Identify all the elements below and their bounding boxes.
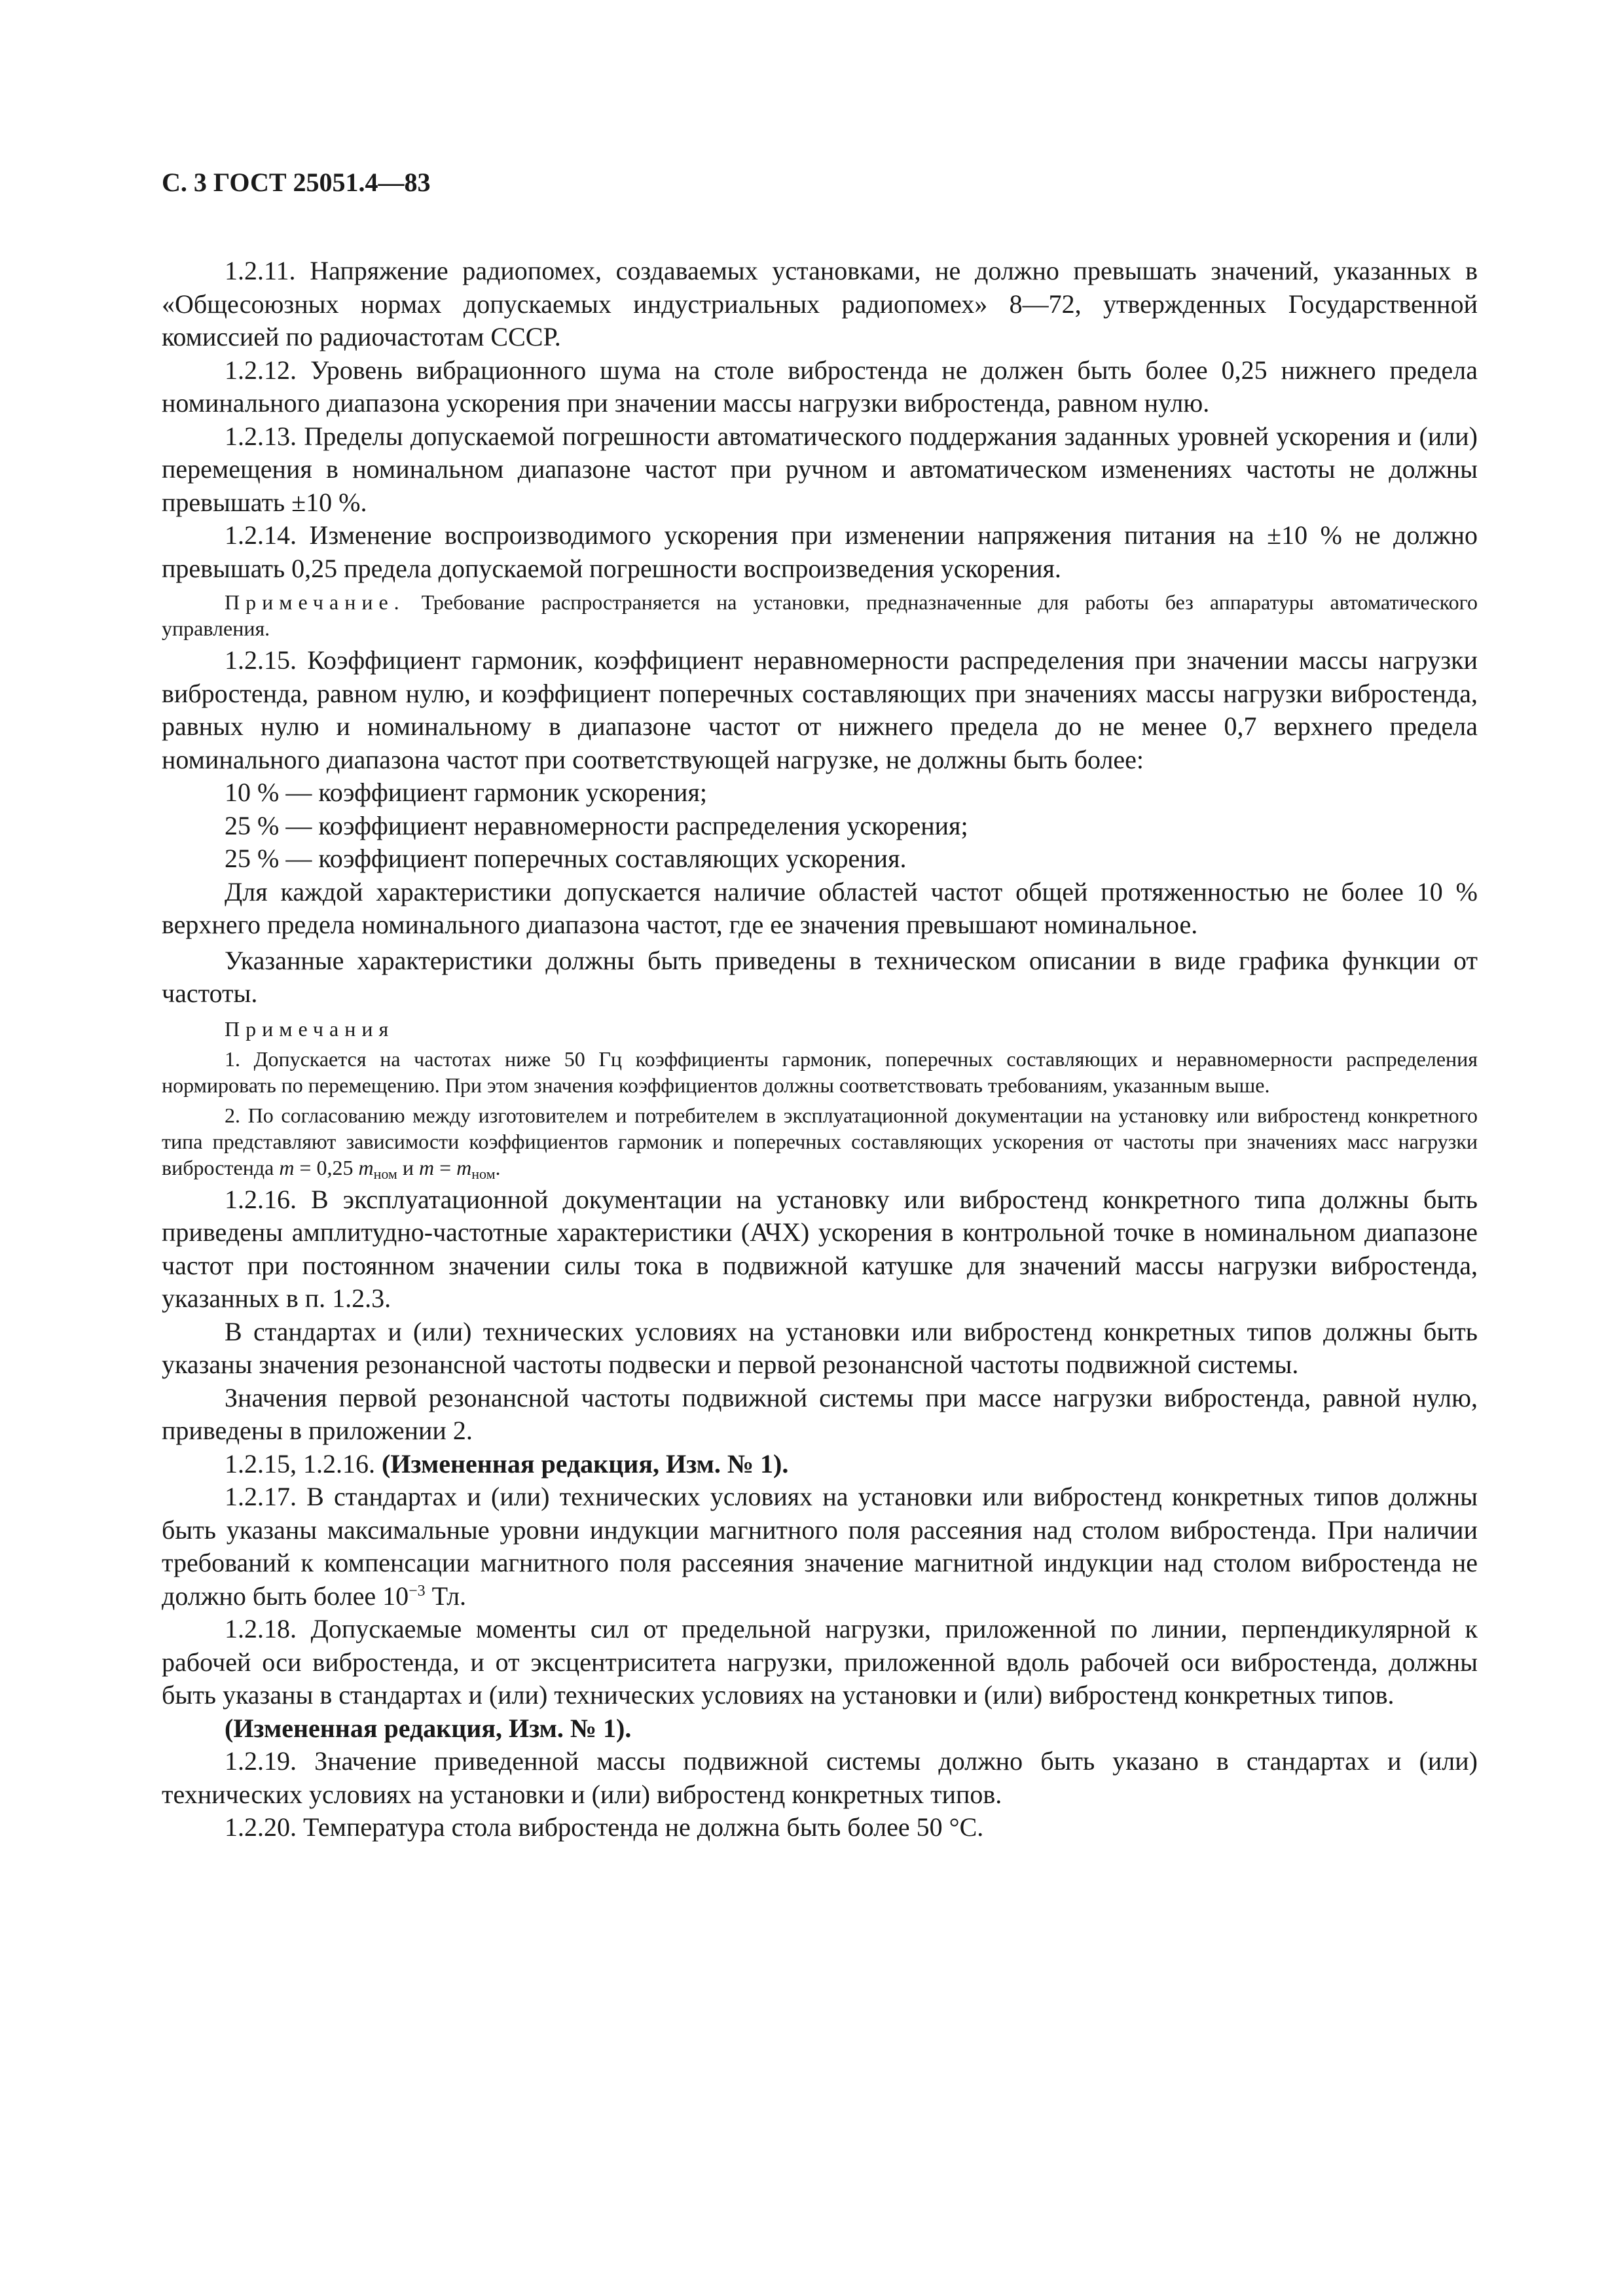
note-1-label: Примечание. <box>225 590 405 614</box>
paragraph-first-resonance: Значения первой резонансной частоты подвижной системы при массе нагрузки вибростенда, равной нулю, приведены в приложении 2. <box>162 1382 1478 1445</box>
document-page <box>162 167 1478 1844</box>
note-3-end: . <box>495 1155 501 1179</box>
list-item-harmonics: 10 % — коэффициент гармоник ускорения; <box>225 778 707 807</box>
paragraph-resonance: В стандартах и (или) технических условиях на установки или вибростенд конкретных типов должны быть указаны значения резонансной частоты подвески и первой резонансной частоты подвижной системы. <box>162 1316 1478 1379</box>
clause-1-2-18: 1.2.18. Допускаемые моменты сил от предельной нагрузки, приложенной по линии, перпендикулярной к рабочей оси вибростенда, и от эксцентриситета нагрузки, приложенной вдоль рабочей оси вибростенда, должны быть указаны в стандартах и (или) технических условиях на установки и (или) вибростенд конкретных типов. <box>162 1614 1478 1710</box>
notes-title <box>162 1016 1478 1042</box>
clause-1-2-17-text: 1.2.17. В стандартах и (или) технических условиях на установки или вибростенд конкретных типов должны быть указаны максимальные уровни индукции магнитного поля рассеяния над столом вибростенда. При наличии требований к компенсации магнитного поля рассеяния значение магнитной индукции над столом вибростенда не должно быть более 10 <box>162 1482 1478 1611</box>
clause-1-2-14: 1.2.14. Изменение воспроизводимого ускорения при изменении напряжения питания на ±10 % не должно превышать 0,25 предела допускаемой погрешности воспроизведения ускорения. <box>162 520 1478 583</box>
amendment-refs: 1.2.15, 1.2.16. <box>225 1448 382 1479</box>
page-header: С. 3 ГОСТ 25051.4—83 <box>162 168 431 197</box>
exponent: −3 <box>409 1582 426 1600</box>
note-3-eq1: = 0,25 <box>294 1155 359 1179</box>
clause-1-2-15: 1.2.15. Коэффициент гармоник, коэффициент неравномерности распределения при значении массы нагрузки вибростенда, равном нулю, и коэффициент поперечных составляющих при значениях массы нагрузки вибростенда, равных нулю и номинальному в диапазоне частот от нижнего предела до не менее 0,7 верхнего предела номинального диапазона частот при соответствующей нагрузке, не должны быть более: <box>162 645 1478 774</box>
note-3-sub2: ном <box>471 1165 496 1182</box>
note-1-text: Требование распространяется на установки, предназначенные для работы без аппаратуры автоматического управления. <box>162 590 1478 640</box>
clause-1-2-17 <box>162 1480 1478 1613</box>
note-3-and: и <box>397 1155 419 1179</box>
amendment-1-2-15-16 <box>162 1448 1478 1481</box>
amendment-text: (Измененная редакция, Изм. № 1). <box>382 1448 789 1479</box>
clause-1-2-16: 1.2.16. В эксплуатационной документации на установку или вибростенд конкретного типа должны быть приведены амплитудно-частотные характеристики (АЧХ) ускорения в контрольной точке в номинальном диапазоне частот при постоянном значении силы тока в подвижной катушке для значений массы нагрузки вибростенда, указанных в п. 1.2.3. <box>162 1184 1478 1313</box>
clause-1-2-17-unit: Тл. <box>425 1581 467 1611</box>
note-3-text: 2. По согласованию между изготовителем и потребителем в эксплуатационной документации на установку или вибростенд конкретного типа представляют зависимости коэффициентов гармоник и поперечных составляющих ускорения от частоты при значениях масс нагрузки вибростенда <box>162 1103 1478 1179</box>
note-3-m3: m <box>418 1155 435 1179</box>
note-1 <box>162 589 1478 641</box>
clause-1-2-13: 1.2.13. Пределы допускаемой погрешности автоматического поддержания заданных уровней ускорения и (или) перемещения в номинальном диапазоне частот при ручном и автоматическом изменениях частоты не должны превышать ±10 %. <box>162 421 1478 517</box>
list-item-transverse: 25 % — коэффициент поперечных составляющих ускорения. <box>225 844 907 873</box>
clause-1-2-20: 1.2.20. Температура стола вибростенда не должна быть более 50 °С. <box>225 1812 984 1842</box>
clause-1-2-19: 1.2.19. Значение приведенной массы подвижной системы должно быть указано в стандартах и (или) технических условиях на установки и (или) вибростенд конкретных типов. <box>162 1746 1478 1809</box>
notes-title-text: Примечания <box>225 1016 395 1041</box>
note-3 <box>162 1102 1478 1181</box>
paragraph-characteristics: Указанные характеристики должны быть приведены в техническом описании в виде графика функции от частоты. <box>162 945 1478 1008</box>
amendment-1-2-18: (Измененная редакция, Изм. № 1). <box>225 1713 632 1743</box>
clause-1-2-12: 1.2.12. Уровень вибрационного шума на столе вибростенда не должен быть более 0,25 нижнего предела номинального диапазона ускорения при значении массы нагрузки вибростенда, равном нулю. <box>162 355 1478 418</box>
note-3-m1: m <box>279 1155 295 1179</box>
note-3-m2: m <box>358 1155 374 1179</box>
note-3-m4: m <box>456 1155 472 1179</box>
note-2: 1. Допускается на частотах ниже 50 Гц коэффициенты гармоник, поперечных составляющих и неравномерности распределения нормировать по перемещению. При этом значения коэффициентов должны соответствовать требованиям, указанным выше. <box>162 1047 1478 1097</box>
note-3-eq2: = <box>434 1155 457 1179</box>
clause-1-2-11: 1.2.11. Напряжение радиопомех, создаваемых установками, не должно превышать значений, указанных в «Общесоюзных нормах допускаемых индустриальных радиопомех» 8—72, утвержденных Государственной комиссией по радиочастотам СССР. <box>162 256 1478 351</box>
paragraph-frequency-regions: Для каждой характеристики допускается наличие областей частот общей протяженностью не более 10 % верхнего предела номинального диапазона частот, где ее значения превышают номинальное. <box>162 876 1478 939</box>
list-item-nonuniformity: 25 % — коэффициент неравномерности распределения ускорения; <box>225 810 968 840</box>
note-3-sub1: ном <box>373 1165 397 1182</box>
